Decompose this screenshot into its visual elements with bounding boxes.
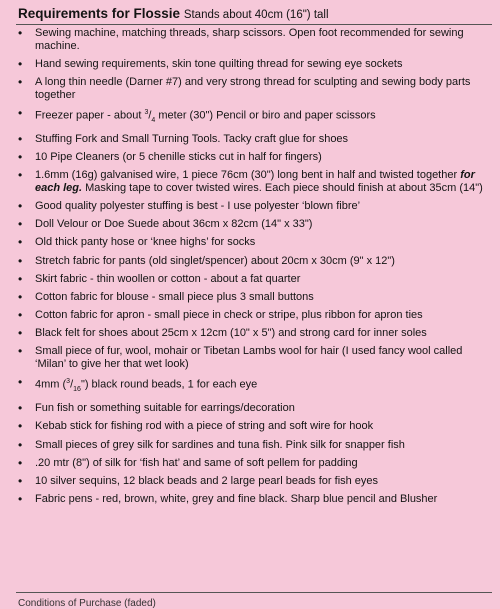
requirements-list — [14, 27, 492, 511]
list-item: • Small piece of fur, wool, mohair or Tibetan Lambs wool for hair (I used fancy wool called ‘Milan’ to give her that wet look) — [14, 345, 492, 370]
list-item: • 10 Pipe Cleaners (or 5 chenille sticks cut in half for fingers) — [14, 151, 492, 164]
list-item: • Good quality polyester stuffing is best - I use polyester ‘blown fibre’ — [14, 200, 492, 213]
heading-subtitle: Stands about 40cm (16") tall — [183, 9, 329, 21]
heading-divider — [16, 24, 492, 25]
list-item: • Cotton fabric for apron - small piece in check or stripe, plus ribbon for apron ties — [14, 309, 492, 322]
list-item: • Fun fish or something suitable for earrings/decoration — [14, 402, 492, 415]
list-item: • A long thin needle (Darner #7) and very strong thread for sculpting and sewing body parts together — [14, 76, 492, 101]
heading-title: Requirements for Flossie — [18, 6, 181, 21]
list-item: • Small pieces of grey silk for sardines and tuna fish. Pink silk for snapper fish — [14, 439, 492, 452]
list-item: • Doll Velour or Doe Suede about 36cm x 82cm (14" x 33") — [14, 218, 492, 231]
beads-after: ") black round beads, 1 for each eye — [80, 378, 258, 391]
list-item: • Freezer paper - about $^3/_4$ meter (30") Pencil or biro and paper scissors — [14, 107, 492, 127]
list-item: • Kebab stick for fishing rod with a piece of string and soft wire for hook — [14, 420, 492, 433]
list-item: • Hand sewing requirements, skin tone quilting thread for sewing eye sockets — [14, 58, 492, 71]
list-item — [14, 169, 492, 194]
list-item: • Cotton fabric for blouse - small piece plus 3 small buttons — [14, 291, 492, 304]
list-item: • .20 mtr (8") of silk for ‘fish hat’ and same of soft pellem for padding — [14, 457, 492, 470]
wire-emphasis: for each leg. — [35, 169, 475, 194]
beads-denominator: 16 — [73, 386, 81, 394]
list-item: • Fabric pens - red, brown, white, grey and fine black. Sharp blue pencil and Blusher — [14, 493, 492, 506]
list-item: • Old thick panty hose or ‘knee highs’ for socks — [14, 236, 492, 249]
list-item: • Stuffing Fork and Small Turning Tools. Tacky craft glue for shoes — [14, 133, 492, 146]
cutoff-text: Conditions of Purchase (faded) — [18, 598, 156, 609]
beads-before: 4mm ( — [35, 378, 67, 391]
freezer-numerator: 3 — [144, 108, 149, 116]
footer-divider — [16, 592, 492, 593]
wire-before: 1.6mm (16g) galvanised wire, 1 piece 76cm (30") long bent in half and twisted together — [35, 169, 461, 182]
list-item: • Stretch fabric for pants (old singlet/spencer) about 20cm x 30cm (9" x 12") — [14, 255, 492, 268]
beads-numerator: 3 — [66, 378, 71, 386]
freezer-denominator: 4 — [151, 116, 156, 124]
freezer-after: meter (30") Pencil or biro and paper scissors — [155, 109, 376, 122]
list-item: • 10 silver sequins, 12 black beads and 2 large pearl beads for fish eyes — [14, 475, 492, 488]
wire-after: Masking tape to cover twisted wires. Each piece should finish at about 35cm (14") — [82, 181, 483, 194]
list-item: • Sewing machine, matching threads, sharp scissors. Open foot recommended for sewing machine. — [14, 27, 492, 52]
freezer-before: Freezer paper - about — [35, 109, 145, 122]
list-item: • 4mm $(^3/_{16}")$ black round beads, 1 for each eye — [14, 376, 492, 396]
page-heading — [18, 6, 329, 21]
list-item: • Skirt fabric - thin woollen or cotton - about a fat quarter — [14, 273, 492, 286]
list-item: • Black felt for shoes about 25cm x 12cm (10" x 5") and strong card for inner soles — [14, 327, 492, 340]
